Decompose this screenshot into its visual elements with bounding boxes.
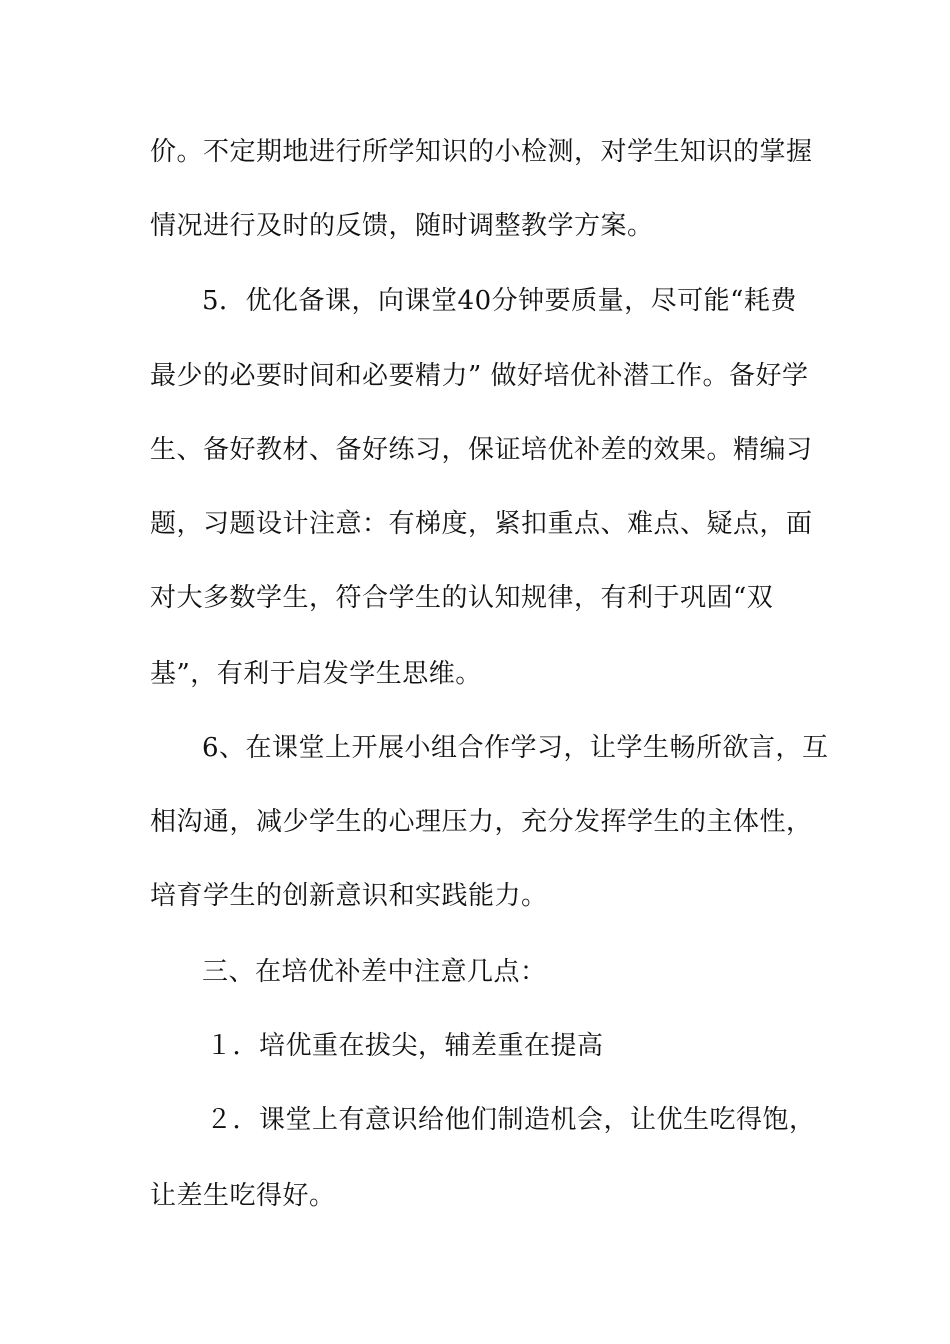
paragraph-line: 基”，有利于启发学生思维。 [150, 659, 482, 689]
paragraph-line: 相沟通，减少学生的心理压力，充分发挥学生的主体性， [150, 807, 813, 837]
paragraph-line: 对大多数学生，符合学生的认知规律，有利于巩固“双 [150, 583, 774, 613]
paragraph-line: 生、备好教材、备好练习，保证培优补差的效果。精编习 [150, 435, 813, 465]
paragraph-line: 5．优化备课，向课堂40分钟要质量，尽可能“耗费 [202, 286, 797, 316]
list-item: １．培优重在拔尖，辅差重在提高 [206, 1031, 604, 1061]
paragraph-line: 题，习题设计注意：有梯度，紧扣重点、难点、疑点，面 [150, 509, 813, 539]
paragraph-line: 6、在课堂上开展小组合作学习，让学生畅所欲言，互 [202, 733, 829, 763]
paragraph-line: 价。不定期地进行所学知识的小检测，对学生知识的掌握 [150, 137, 813, 167]
paragraph-line: 最少的必要时间和必要精力” 做好培优补潜工作。备好学 [150, 361, 809, 391]
paragraph-line: 让差生吃得好。 [150, 1181, 336, 1211]
section-heading: 三、在培优补差中注意几点： [202, 957, 547, 987]
list-item: ２．课堂上有意识给他们制造机会，让优生吃得饱， [206, 1105, 816, 1135]
paragraph-line: 情况进行及时的反馈，随时调整教学方案。 [150, 211, 654, 241]
paragraph-line: 培育学生的创新意识和实践能力。 [150, 881, 548, 911]
